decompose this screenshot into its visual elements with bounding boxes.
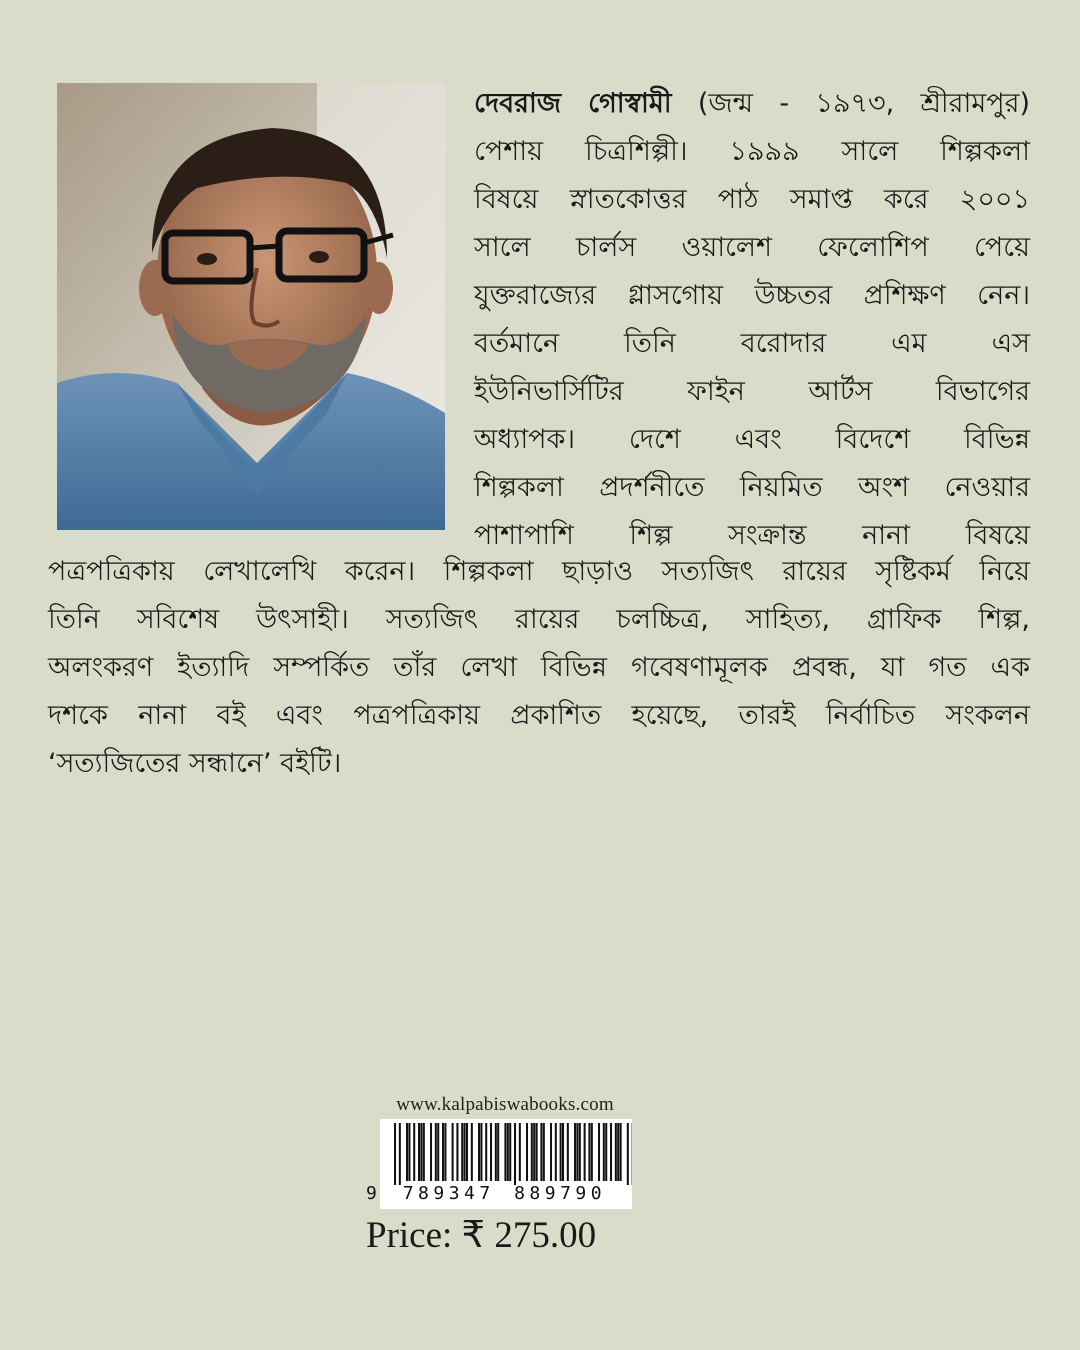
- barcode-bar: [442, 1123, 444, 1181]
- barcode-bar: [430, 1123, 432, 1181]
- barcode-bar: [591, 1123, 593, 1181]
- barcode-bar: [620, 1123, 622, 1181]
- barcode-bar: [478, 1123, 480, 1181]
- barcode-bar: [543, 1123, 545, 1181]
- barcode-bar: [550, 1123, 552, 1181]
- bio-line: দেবরাজ গোস্বামী (জন্ম - ১৯৭৩, শ্রীরামপুর): [474, 88, 1030, 119]
- barcode-bar: [588, 1123, 590, 1181]
- barcode-bar: [617, 1123, 619, 1181]
- barcode-bar: [574, 1123, 576, 1181]
- publisher-block: [365, 1094, 645, 1116]
- barcode-bar: [540, 1123, 542, 1181]
- bio-line: ইউনিভার্সিটির ফাইন আর্টস বিভাগের: [474, 376, 1030, 407]
- bio-line: পাশাপাশি শিল্প সংক্রান্ত নানা বিষয়ে: [474, 520, 1030, 551]
- isbn-digits: [366, 1183, 636, 1204]
- barcode-bar: [509, 1123, 511, 1181]
- bio-line: সালে চার্লস ওয়ালেশ ফেলোশিপ পেয়ে: [474, 232, 1030, 263]
- barcode-bar: [406, 1123, 408, 1181]
- barcode-bar: [531, 1123, 533, 1181]
- barcode-bar: [519, 1123, 521, 1181]
- barcode-bar: [413, 1123, 415, 1181]
- barcode-bar: [605, 1123, 607, 1181]
- barcode-bar: [471, 1123, 473, 1181]
- barcode-bar: [504, 1123, 506, 1181]
- barcode-bar: [480, 1123, 482, 1181]
- bio-line: শিল্পকলা প্রদর্শনীতে নিয়মিত অংশ নেওয়ার: [474, 472, 1030, 503]
- barcode-bar: [490, 1123, 492, 1181]
- isbn-group-1: 789347: [402, 1183, 495, 1204]
- barcode-bar: [576, 1123, 578, 1181]
- barcode-bar: [394, 1123, 396, 1185]
- publisher-website: www.kalpabiswabooks.com: [396, 1094, 614, 1115]
- barcode-bar: [435, 1123, 437, 1181]
- bio-paragraph-full: [48, 548, 1030, 788]
- barcode-bar: [598, 1123, 600, 1181]
- barcode-bar: [507, 1123, 509, 1181]
- author-name: দেবরাজ গোস্বামী: [474, 88, 672, 119]
- barcode-bar: [418, 1123, 420, 1181]
- barcode-bar: [603, 1123, 605, 1181]
- barcode-bar: [560, 1123, 562, 1181]
- barcode-bar: [466, 1123, 468, 1181]
- barcode-bar: [562, 1123, 564, 1181]
- barcode-bar: [497, 1123, 499, 1181]
- barcode-bar: [627, 1123, 629, 1185]
- barcode-bar: [408, 1123, 410, 1181]
- price-label: Price: ₹ 275.00: [366, 1215, 597, 1256]
- bio-line: অধ্যাপক। দেশে এবং বিদেশে বিভিন্ন: [474, 424, 1030, 455]
- barcode-bar: [461, 1123, 463, 1181]
- bio-line: তিনি সবিশেষ উৎসাহী। সত্যজিৎ রায়ের চলচ্চিত্র, সাহিত্য, গ্রাফিক শিল্প,: [48, 604, 1030, 635]
- bio-line: অলংকরণ ইত্যাদি সম্পর্কিত তাঁর লেখা বিভিন্ন গবেষণামূলক প্রবন্ধ, যা গত এক: [48, 652, 1030, 683]
- bio-line: পেশায় চিত্রশিল্পী। ১৯৯৯ সালে শিল্পকলা: [474, 136, 1030, 167]
- barcode-bar: [485, 1123, 487, 1181]
- barcode-bar: [452, 1123, 454, 1181]
- bio-line: যুক্তরাজ্যের গ্লাসগোয় উচ্চতর প্রশিক্ষণ নেন।: [474, 280, 1030, 311]
- barcode-bar: [464, 1123, 466, 1181]
- barcode-bar: [567, 1123, 569, 1181]
- barcode-bar: [536, 1123, 538, 1181]
- bio-paragraph-top: [474, 80, 1030, 560]
- isbn-lead-digit: 9: [366, 1183, 382, 1204]
- barcode-bar: [555, 1123, 557, 1181]
- bio-line: ‘সত্যজিতের সন্ধানে’ বইটি।: [48, 748, 342, 779]
- bio-line: পত্রপত্রিকায় লেখালেখি করেন। শিল্পকলা ছাড়াও সত্যজিৎ রায়ের সৃষ্টিকর্ম নিয়ে: [48, 556, 1030, 587]
- barcode-bar: [526, 1123, 528, 1181]
- barcode-bar: [456, 1123, 458, 1181]
- bio-line: বিষয়ে স্নাতকোত্তর পাঠ সমাপ্ত করে ২০০১: [474, 184, 1030, 215]
- barcode-bar: [437, 1123, 439, 1181]
- barcode-bar: [584, 1123, 586, 1181]
- barcode-bar: [514, 1123, 516, 1185]
- barcode-bar: [420, 1123, 422, 1181]
- barcode-bar: [533, 1123, 535, 1181]
- barcode-bar: [610, 1123, 612, 1181]
- barcode-bar: [399, 1123, 401, 1185]
- isbn-group-2: 889790: [514, 1183, 607, 1204]
- barcode-bar: [423, 1123, 425, 1181]
- barcode-bar: [444, 1123, 446, 1181]
- barcode-bar: [495, 1123, 497, 1181]
- bio-line: বর্তমানে তিনি বরোদার এম এস: [474, 328, 1030, 359]
- barcode-bar: [615, 1123, 617, 1181]
- author-photo: [57, 83, 445, 530]
- bio-line: দশকে নানা বই এবং পত্রপত্রিকায় প্রকাশিত হয়েছে, তারই নির্বাচিত সংকলন: [48, 700, 1030, 731]
- barcode-bar: [579, 1123, 581, 1181]
